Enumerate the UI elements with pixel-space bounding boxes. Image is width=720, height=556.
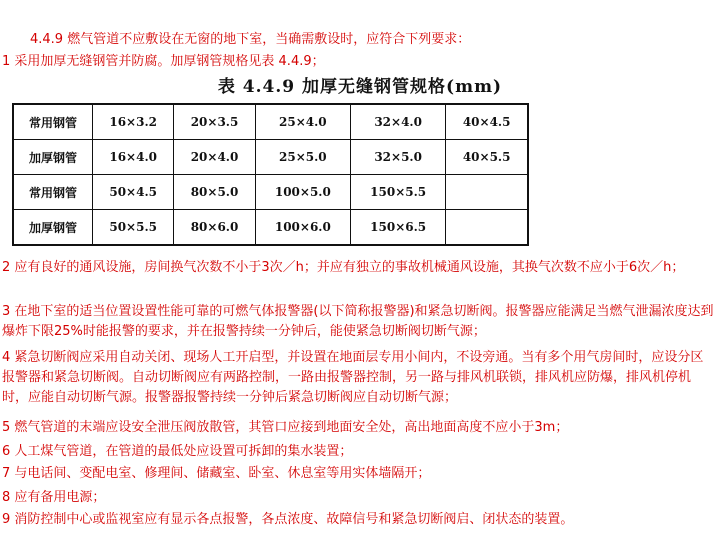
table-caption: 表 4.4.9 加厚无缝钢管规格(mm): [217, 77, 503, 97]
table-cell: 150×6.5: [350, 210, 445, 246]
table-row: [13, 140, 528, 175]
item-5: 5 燃气管道的末端应设安全泄压阀放散管，其管口应接到地面安全处，高出地面高度不应小于3m；: [2, 420, 569, 435]
item-7: 7 与电话间、变配电室、修理间、储藏室、卧室、休息室等用实体墙隔开；: [2, 466, 431, 481]
table-cell: 100×5.0: [255, 175, 350, 210]
table-cell: [446, 210, 528, 246]
table-cell: 80×6.0: [174, 210, 255, 246]
table-cell: 16×3.2: [93, 104, 174, 140]
table-cell: 100×6.0: [255, 210, 350, 246]
item-3: 3 在地下室的适当位置设置性能可靠的可燃气体报警器(以下简称报警器)和紧急切断阀。报警器应能满足当燃气泄漏浓度达到爆炸下限25%时能报警的要求，并在报警持续一分钟后，能使紧急切断阀切断气源；: [2, 304, 714, 339]
row-label: 加厚钢管: [13, 210, 93, 246]
item-6: 6 人工煤气管道，在管道的最低处应设置可拆卸的集水装置；: [2, 444, 353, 459]
table-cell: [446, 175, 528, 210]
item-2: 2 应有良好的通风设施，房间换气次数不小于3次／h；并应有独立的事故机械通风设施，其换气次数不应小于6次／h；: [2, 260, 685, 275]
table-row: [13, 175, 528, 210]
table-cell: 50×4.5: [93, 175, 174, 210]
row-label: 常用钢管: [13, 104, 93, 140]
table-row: [13, 210, 528, 246]
table-cell: 80×5.0: [174, 175, 255, 210]
table-cell: 40×4.5: [446, 104, 528, 140]
table-cell: 40×5.5: [446, 140, 528, 175]
table-cell: 32×4.0: [350, 104, 445, 140]
table-cell: 25×5.0: [255, 140, 350, 175]
row-label: 加厚钢管: [13, 140, 93, 175]
table-cell: 20×4.0: [174, 140, 255, 175]
steel-pipe-spec-table: [12, 103, 529, 246]
table-cell: 50×5.5: [93, 210, 174, 246]
item-1: 1 采用加厚无缝钢管并防腐。加厚钢管规格见表 4.4.9；: [2, 54, 325, 69]
clause-heading: 4.4.9 燃气管道不应敷设在无窗的地下室，当确需敷设时，应符合下列要求：: [30, 32, 471, 47]
table-cell: 25×4.0: [255, 104, 350, 140]
table-cell: 32×5.0: [350, 140, 445, 175]
item-9: 9 消防控制中心或监视室应有显示各点报警，各点浓度、故障信号和紧急切断阀启、闭状态的装置。: [2, 512, 574, 527]
table-row: [13, 104, 528, 140]
item-8: 8 应有备用电源；: [2, 490, 106, 505]
table-cell: 20×3.5: [174, 104, 255, 140]
row-label: 常用钢管: [13, 175, 93, 210]
item-4: 4 紧急切断阀应采用自动关闭、现场人工开启型，并设置在地面层专用小间内，不设旁通。当有多个用气房间时，应设分区报警器和紧急切断阀。自动切断阀应有两路控制，一路由报警器控制，另一路与排风机联锁，排风机应防爆，排风机停机时，应能自动切断气源。报警器报警持续一分钟后紧急切断阀应自动切断气源；: [2, 350, 704, 405]
table-cell: 16×4.0: [93, 140, 174, 175]
table-cell: 150×5.5: [350, 175, 445, 210]
